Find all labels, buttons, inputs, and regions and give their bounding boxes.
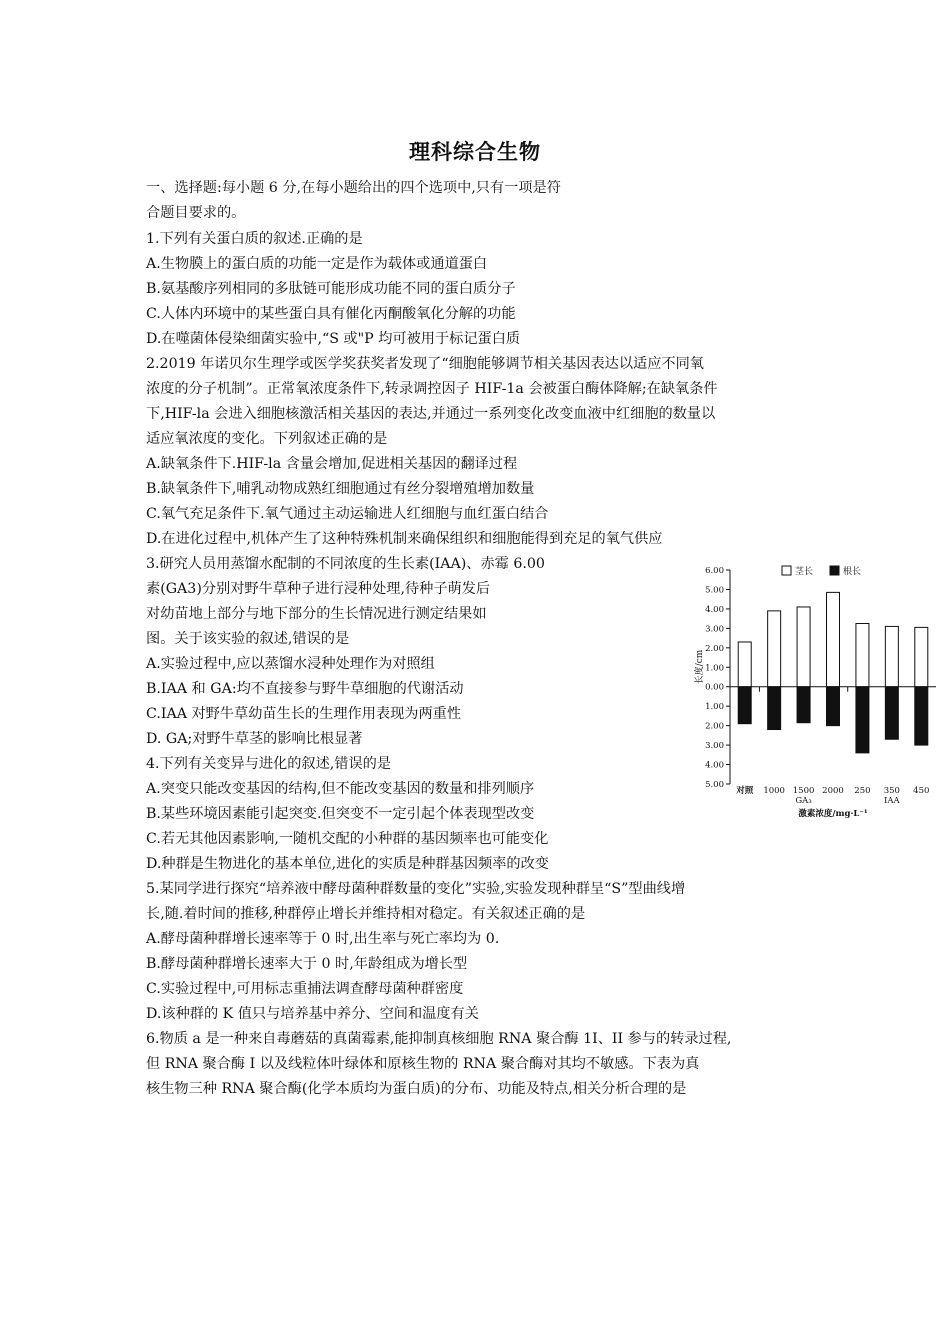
text-line: A.缺氧条件下.HIF-la 含量会增加,促进相关基因的翻译过程 [146, 456, 518, 472]
y-tick-label: 3.00 [705, 624, 724, 635]
x-tick-label: 1000 [763, 786, 785, 796]
text-line: 一、选择题:每小题 6 分,在每小题给出的四个选项中,只有一项是符 [146, 180, 561, 196]
bar-stem [915, 627, 928, 686]
x-tick-label: 250 [854, 786, 871, 796]
text-line: 适应氧浓度的变化。下列叙述正确的是 [146, 431, 388, 447]
legend-label-stem: 茎长 [795, 567, 814, 577]
text-line: B.氨基酸序列相同的多肽链可能形成功能不同的蛋白质分子 [146, 281, 516, 297]
legend-swatch-root [830, 566, 839, 575]
bar-stem [738, 642, 751, 687]
text-line: C.实验过程中,可用标志重捕法调查酵母菌种群密度 [146, 981, 464, 997]
text-line: 核生物三种 RNA 聚合酶(化学本质均为蛋白质)的分布、功能及特点,相关分析合理的是 [146, 1081, 687, 1097]
text-line: D.该种群的 K 值只与培养基中养分、空间和温度有关 [146, 1006, 479, 1022]
text-line: 2.2019 年诺贝尔生理学或医学奖获奖者发现了“细胞能够调节相关基因表达以适应不同氧 [146, 356, 704, 372]
text-line: 4.下列有关变异与进化的叙述,错误的是 [146, 756, 392, 772]
text-line: C.IAA 对野牛草幼苗生长的生理作用表现为两重性 [146, 706, 462, 722]
bar-root [768, 687, 781, 730]
text-line: 6.物质 a 是一种来自毒蘑菇的真菌霉素,能抑制真核细胞 RNA 聚合酶 1I、II 参与的转录过程, [146, 1031, 732, 1047]
x-axis-label: 激素浓度/mg·L⁻¹ [798, 809, 868, 819]
bar-stem [768, 611, 781, 687]
y-tick-label: 4.00 [705, 604, 724, 615]
text-line: D. GA;对野牛草茎的影响比根显著 [146, 731, 363, 747]
bar-root [915, 687, 928, 745]
text-line: 但 RNA 聚合酶 I 以及线粒体叶绿体和原核生物的 RNA 聚合酶对其均不敏感。下表为真 [146, 1056, 700, 1072]
text-line: A.突变只能改变基因的结构,但不能改变基因的数量和排列顺序 [146, 781, 535, 797]
x-tick-label: 450 [913, 786, 930, 796]
text-line: A.生物膜上的蛋白质的功能一定是作为载体或通道蛋白 [146, 256, 488, 272]
text-line: 浓度的分子机制”。正常氧浓度条件下,转录调控因子 HIF-1a 会被蛋白酶体降解;在缺氧条件 [146, 381, 718, 397]
y-axis-label: 长度/cm [695, 649, 705, 685]
bar-stem [856, 624, 869, 687]
y-tick-label: 2.00 [705, 643, 724, 654]
y-tick-label: 4.00 [705, 760, 724, 771]
text-line: C.人体内环境中的某些蛋白具有催化丙酮酸氧化分解的功能 [146, 306, 516, 322]
bar-root [797, 687, 810, 723]
y-tick-label: 5.00 [705, 585, 724, 596]
bar-chart [690, 558, 940, 823]
text-line: A.实验过程中,应以蒸馏水浸种处理作为对照组 [146, 656, 435, 672]
x-tick-label: 1500 [792, 786, 815, 796]
text-line: 1.下列有关蛋白质的叙述.正确的是 [146, 231, 363, 247]
y-tick-label: 0.00 [705, 682, 724, 693]
text-line: B.酵母菌种群增长速率大于 0 时,年龄组成为增长型 [146, 956, 468, 972]
text-line: 3.研究人员用蒸馏水配制的不同浓度的生长素(IAA)、赤霉 6.00 [146, 556, 545, 572]
x-tick-label: 对照 [736, 786, 754, 796]
group-label-ga3: GA₃ [795, 796, 812, 806]
text-line: 对幼苗地上部分与地下部分的生长情况进行测定结果如 [146, 606, 487, 622]
text-line: 合题目要求的。 [146, 205, 246, 221]
bar-root [827, 687, 840, 726]
x-tick-label: 350 [883, 786, 900, 796]
y-tick-label: 2.00 [705, 721, 724, 732]
text-line: D.种群是生物进化的基本单位,进化的实质是种群基因频率的改变 [146, 856, 549, 872]
text-line: C.若无其他因素影响,一随机交配的小种群的基因频率也可能变化 [146, 831, 549, 847]
text-line: A.酵母菌种群增长速率等于 0 时,出生率与死亡率均为 0. [146, 931, 500, 947]
bar-stem [827, 592, 840, 686]
bar-root [738, 687, 751, 724]
y-tick-label: 1.00 [705, 663, 724, 674]
bar-stem [885, 626, 898, 686]
text-line: C.氧气充足条件下.氧气通过主动运输进人红细胞与血红蛋白结合 [146, 506, 549, 522]
text-line: D.在噬菌体侵染细菌实验中,“S 或"P 均可被用于标记蛋白质 [146, 331, 521, 347]
x-tick-label: 2000 [822, 786, 844, 796]
text-line: 长,随.着时间的推移,种群停止增长并维持相对稳定。有关叙述正确的是 [146, 906, 586, 922]
bar-root [885, 687, 898, 740]
page-title: 理科综合生物 [409, 139, 541, 164]
y-tick-label: 1.00 [705, 702, 724, 713]
text-line: 素(GA3)分别对野牛草种子进行浸种处理,待种子萌发后 [146, 581, 491, 597]
y-tick-label: 6.00 [705, 566, 724, 576]
text-line: B.缺氧条件下,哺乳动物成熟红细胞通过有丝分裂增殖增加数量 [146, 481, 535, 497]
legend-swatch-stem [782, 566, 791, 575]
bar-stem [797, 607, 810, 687]
bar-root [856, 687, 869, 753]
text-line: 图。关于该实验的叙述,错误的是 [146, 631, 350, 647]
text-line: B.IAA 和 GA:均不直接参与野牛草细胞的代谢活动 [146, 681, 464, 697]
y-tick-label: 3.00 [705, 741, 724, 752]
text-line: 下,HIF-la 会进入细胞核激活相关基因的表达,并通过一系列变化改变血液中红细胞的数量以 [146, 406, 716, 422]
text-line: D.在进化过程中,机体产生了这种特殊机制来确保组织和细胞能得到充足的氧气供应 [146, 531, 663, 547]
y-tick-label: 5.00 [705, 780, 724, 790]
text-line: 5.某同学进行探究“培养液中酵母菌种群数量的变化”实验,实验发现种群呈“S”型曲线增 [146, 881, 686, 897]
group-label-iaa: IAA [884, 796, 900, 806]
legend-label-root: 根长 [843, 567, 862, 577]
text-line: B.某些环境因素能引起突变.但突变不一定引起个体表现型改变 [146, 806, 535, 822]
